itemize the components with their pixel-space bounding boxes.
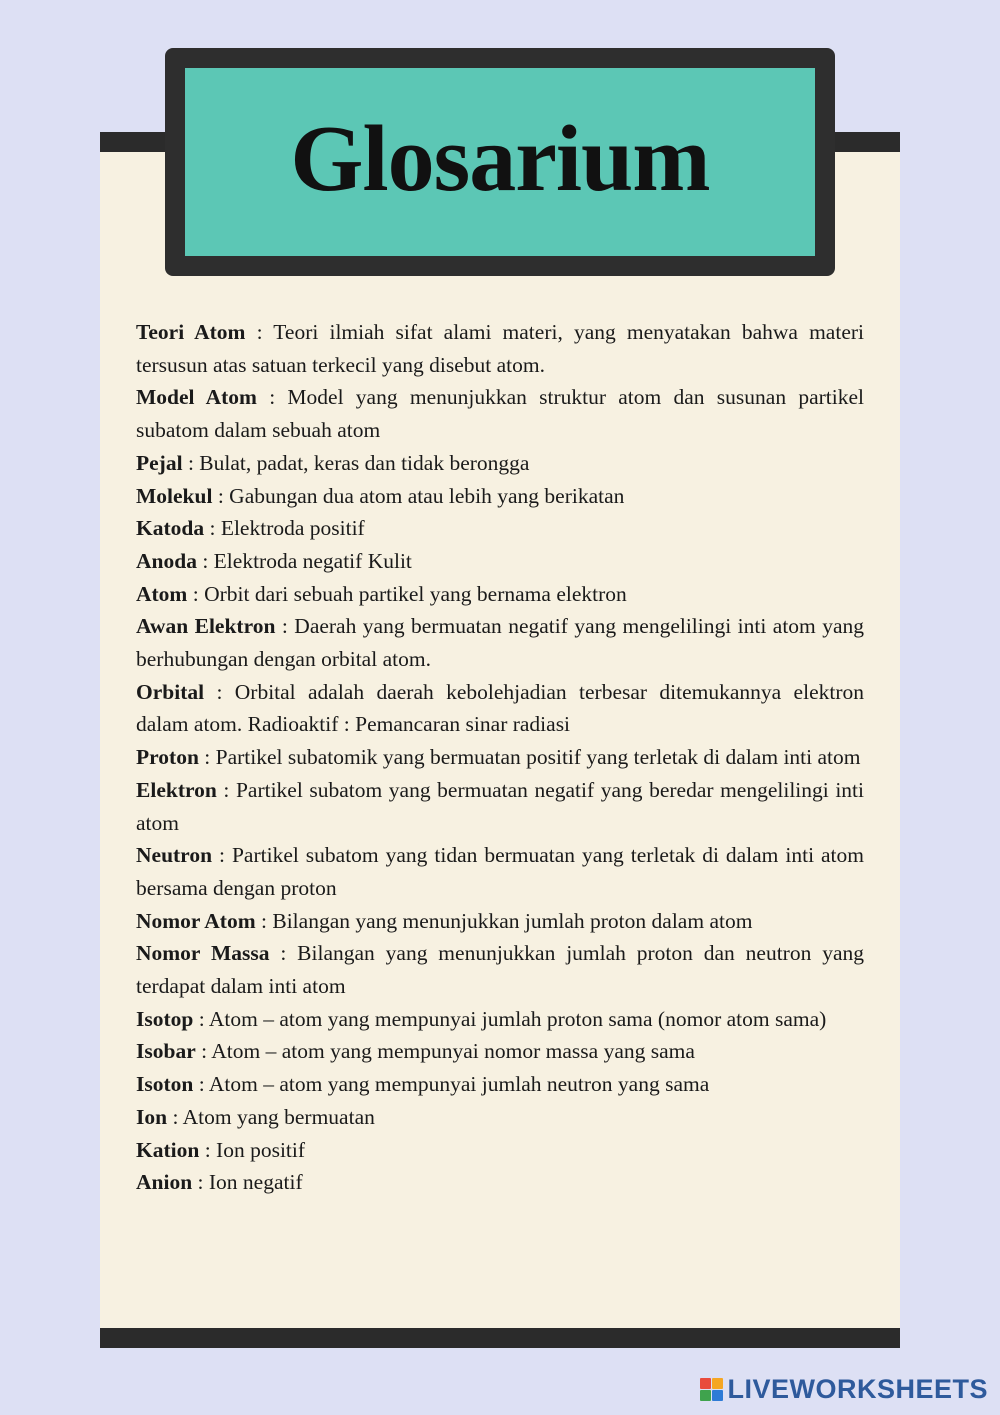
glossary-entry (136, 381, 864, 446)
glossary-entry (136, 1166, 864, 1199)
logo-square-2 (712, 1378, 723, 1389)
glossary-term: Isobar (136, 1039, 196, 1064)
glossary-term: Teori Atom (136, 320, 246, 344)
glossary-term: Neutron (136, 843, 213, 868)
glossary-entry (136, 480, 864, 513)
glossary-definition: : Gabungan dua atom atau lebih yang berikatan (212, 483, 625, 508)
glossary-definition: : Teori ilmiah sifat alami materi, yang menyatakan bahwa materi tersusun atas satuan terkecil yang disebut atom. (136, 320, 864, 377)
glossary-entry (136, 937, 864, 1002)
glossary-term: Kation (136, 1137, 200, 1162)
glossary-term: Awan Elektron (136, 614, 276, 639)
glossary-definition: : Model yang menunjukkan struktur atom dan susunan partikel subatom dalam sebuah atom (136, 385, 864, 443)
glossary-term: Isoton (136, 1072, 194, 1097)
glossary-entry (136, 512, 864, 545)
watermark-text: LIVEWORKSHEETS (727, 1374, 988, 1404)
glossary-term: Pejal (136, 450, 183, 475)
glossary-entry (136, 578, 864, 611)
liveworksheets-watermark (700, 1374, 988, 1405)
glossary-entry (136, 610, 864, 675)
glossary-term: Orbital (136, 679, 205, 704)
glossary-term: Nomor Massa (136, 941, 270, 966)
glossary-entry (136, 1035, 864, 1068)
glossary-list (136, 316, 864, 1199)
glossary-definition: : Daerah yang bermuatan negatif yang mengelilingi inti atom yang berhubungan dengan orbital atom. (136, 614, 864, 672)
glossary-definition: : Partikel subatomik yang bermuatan positif yang terletak di dalam inti atom (198, 745, 861, 770)
liveworksheets-logo-icon (700, 1378, 723, 1401)
glossary-definition: : Elektroda positif (204, 516, 365, 541)
glossary-definition: : Atom yang bermuatan (167, 1104, 375, 1129)
glossary-term: Elektron (136, 777, 217, 802)
glossary-definition: : Elektroda negatif Kulit (196, 548, 412, 573)
logo-square-4 (712, 1390, 723, 1401)
glossary-entry (136, 1003, 864, 1036)
glossary-term: Anion (136, 1170, 193, 1195)
glossary-term: Atom (136, 581, 188, 606)
glossary-term: Isotop (136, 1006, 194, 1031)
glossary-definition: : Atom – atom yang mempunyai nomor massa yang sama (195, 1039, 695, 1064)
bottom-frame-bar (100, 1328, 900, 1348)
glossary-term: Proton (136, 745, 199, 770)
glossary-definition: : Atom – atom yang mempunyai jumlah proton sama (nomor atom sama) (193, 1006, 827, 1031)
glossary-term: Nomor Atom (136, 908, 256, 933)
page-title: Glosarium (290, 107, 710, 211)
glossary-entry (136, 774, 864, 839)
glossary-term: Ion (136, 1104, 168, 1129)
glossary-entry (136, 316, 864, 381)
glossary-definition: : Bilangan yang menunjukkan jumlah proton dan neutron yang terdapat dalam inti atom (136, 941, 864, 999)
glossary-entry (136, 741, 864, 774)
glossary-entry (136, 839, 864, 904)
glossary-entry (136, 545, 864, 578)
glossary-term: Anoda (136, 548, 197, 573)
glossary-definition: : Ion negatif (192, 1170, 303, 1195)
glossary-term: Molekul (136, 483, 213, 508)
glossary-definition: : Partikel subatom yang tidan bermuatan yang terletak di dalam inti atom bersama dengan proton (136, 843, 864, 900)
logo-square-1 (700, 1378, 711, 1389)
glossary-term: Model Atom (136, 385, 257, 410)
glossary-entry (136, 447, 864, 480)
glossary-definition: : Orbit dari sebuah partikel yang bernama elektron (187, 581, 627, 606)
title-banner (165, 48, 835, 276)
glossary-entry (136, 1068, 864, 1101)
glossary-entry (136, 676, 864, 741)
glossary-definition: : Orbital adalah daerah kebolehjadian terbesar ditemukannya elektron dalam atom. Radioaktif : Pemancaran sinar radiasi (136, 679, 864, 737)
glossary-definition: : Partikel subatom yang bermuatan negatif yang beredar mengelilingi inti atom (136, 777, 864, 835)
glossary-entry (136, 905, 864, 938)
glossary-definition: : Bilangan yang menunjukkan jumlah proton dalam atom (255, 908, 753, 933)
logo-square-3 (700, 1390, 711, 1401)
glossary-definition: : Atom – atom yang mempunyai jumlah neutron yang sama (193, 1072, 710, 1097)
glossary-definition: : Bulat, padat, keras dan tidak berongga (182, 450, 530, 475)
title-banner-inner (185, 68, 815, 256)
glossary-entry (136, 1134, 864, 1167)
glossary-entry (136, 1101, 864, 1134)
glossary-definition: : Ion positif (199, 1137, 306, 1162)
glossary-term: Katoda (136, 516, 205, 541)
